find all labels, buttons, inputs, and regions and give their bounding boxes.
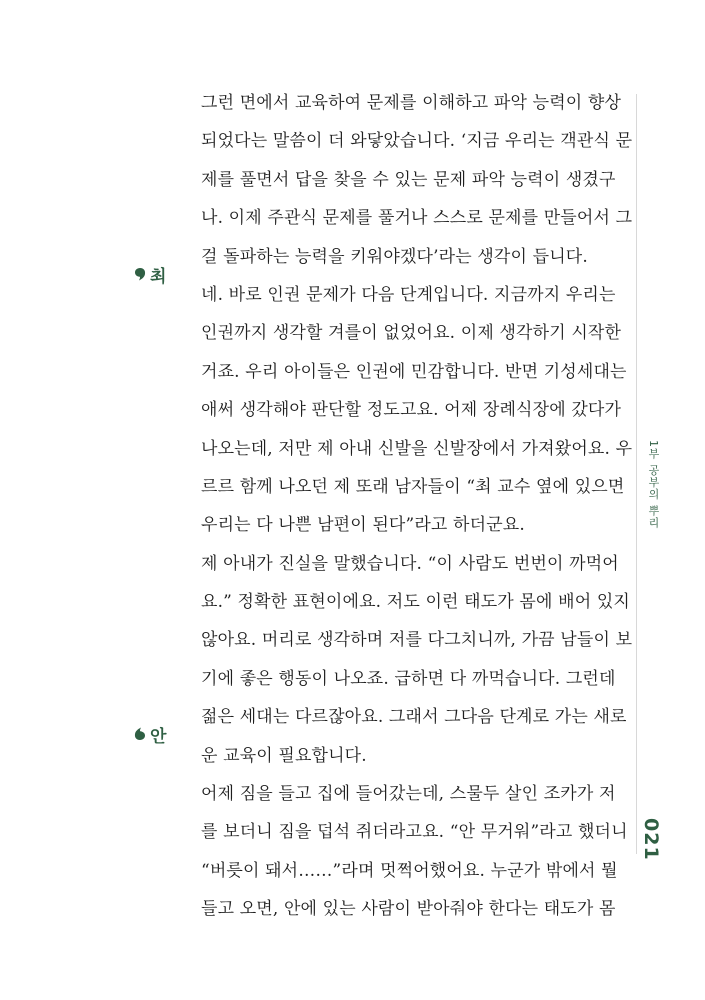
text-line: 그런 면에서 교육하여 문제를 이해하고 파악 능력이 향상 [201,93,622,113]
text-line: 우리는 다 나쁜 남편이 된다”라고 하더군요. [201,515,525,536]
text-line: 나. 이제 주관식 문제를 풀거나 스스로 문제를 만들어서 그 [201,208,633,229]
text-line: “버릇이 돼서……”라며 멋쩍어했어요. 누군가 밖에서 뭘 [201,860,618,881]
text-line: 기에 좋은 행동이 나오죠. 급하면 다 까먹습니다. 그런데 [201,668,616,689]
speaker-name: 최 [150,266,167,287]
running-head: 1부 공부의 뿌리 [647,440,660,529]
text-line: 걸 돌파하는 능력을 키워야겠다’라는 생각이 듭니다. [201,246,588,267]
text-line: 르르 함께 나오던 제 또래 남자들이 “최 교수 옆에 있으면 [201,476,625,497]
text-line: 요.” 정확한 표현이에요. 저도 이런 태도가 몸에 배어 있지 [201,592,630,613]
text-line: 인권까지 생각할 겨를이 없었어요. 이제 생각하기 시작한 [201,323,622,344]
text-line: 제 아내가 진실을 말했습니다. “이 사람도 번번이 까먹어 [201,553,619,574]
speaker-label-ahn [133,722,166,746]
body-text [201,84,633,929]
speech-drop-icon [133,726,147,742]
speech-drop-icon [133,266,147,282]
speaker-label-choi [133,262,166,286]
text-line: 젊은 세대는 다르잖아요. 그래서 그다음 단계로 가는 새로 [201,707,627,728]
text-line: 나오는데, 저만 제 아내 신발을 신발장에서 가져왔어요. 우 [201,438,633,459]
text-line: 들고 오면, 안에 있는 사람이 받아줘야 한다는 태도가 몸 [201,899,616,920]
margin-rule [636,94,637,854]
text-line: 거죠. 우리 아이들은 인권에 민감합니다. 반면 기성세대는 [201,361,627,382]
text-line: 되었다는 말씀이 더 와닿았습니다. ‘지금 우리는 객관식 문 [201,131,633,152]
speaker-name: 안 [150,726,167,747]
text-line: 애써 생각해야 판단할 정도고요. 어제 장례식장에 갔다가 [201,400,622,421]
text-line: 않아요. 머리로 생각하며 저를 다그치니까, 가끔 남들이 보 [201,630,633,651]
text-line: 어제 짐을 들고 집에 들어갔는데, 스물두 살인 조카가 저 [201,784,616,805]
text-line: 를 보더니 짐을 덥석 쥐더라고요. “안 무거워”라고 했더니 [201,822,628,843]
text-line: 네. 바로 인권 문제가 다음 단계입니다. 지금까지 우리는 [201,284,616,305]
page-number: 021 [640,818,662,861]
text-line: 제를 풀면서 답을 찾을 수 있는 문제 파악 능력이 생겼구 [201,169,616,190]
text-line: 운 교육이 필요합니다. [201,745,367,766]
